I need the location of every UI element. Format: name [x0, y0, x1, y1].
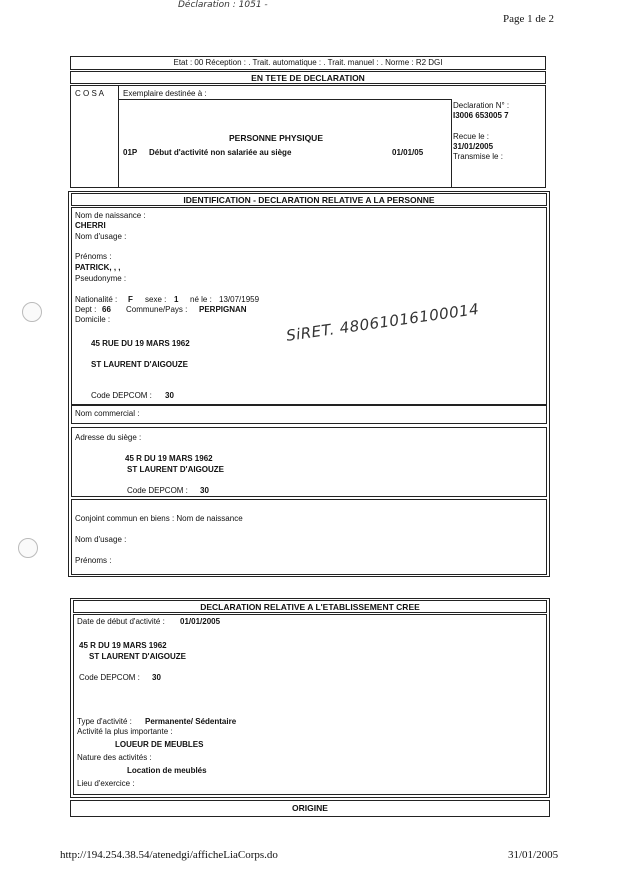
cosa-label: C O S A [75, 89, 104, 98]
entete-header [70, 71, 546, 84]
origine-title: ORIGINE [292, 803, 328, 813]
page-number: Page 1 de 2 [503, 13, 555, 25]
nationalite-label: Nationalité : [75, 295, 118, 304]
conjoint-label: Conjoint commun en biens : Nom de naissance [75, 514, 243, 523]
prenoms: PATRICK, , , [75, 263, 121, 272]
nom-commercial-row [71, 405, 547, 424]
declaration-type-cell [119, 99, 452, 187]
activite: LOUEUR DE MEUBLES [115, 740, 204, 749]
domicile-label: Domicile : [75, 315, 111, 324]
domicile-line1: 45 RUE DU 19 MARS 1962 [91, 339, 190, 348]
date-debut: 01/01/2005 [180, 617, 221, 626]
prenoms-label: Prénoms : [75, 252, 112, 261]
identification-section [71, 207, 547, 405]
etablissement-header [73, 600, 547, 613]
nom-commercial-label: Nom commercial : [75, 409, 140, 418]
siege-label: Adresse du siège : [75, 433, 142, 442]
etab-depcom: 30 [152, 673, 161, 682]
activite-label: Activité la plus importante : [77, 727, 173, 736]
conjoint-section [71, 499, 547, 575]
declaration-code: 01P [123, 148, 138, 157]
transmise-label: Transmise le : [453, 152, 503, 161]
etablissement-title: DECLARATION RELATIVE A L'ETABLISSEMENT CREE [200, 602, 420, 612]
date-debut-label: Date de début d'activité : [77, 617, 165, 626]
sexe: 1 [174, 295, 179, 304]
status-text: Etat : 00 Réception : . Trait. automatique : . Trait. manuel : . Norme : R2 DGI [173, 58, 443, 67]
exemplaire-label: Exemplaire destinée à : [123, 89, 207, 98]
footer-date: 31/01/2005 [508, 849, 559, 861]
siege-depcom: 30 [200, 486, 209, 495]
declaration-description: Début d'activité non salariée au siège [149, 148, 292, 157]
handwritten-note: Déclaration : 1051 - [178, 0, 268, 10]
pseudonyme-label: Pseudonyme : [75, 274, 127, 283]
entete-title: EN TETE DE DECLARATION [251, 73, 365, 83]
cosa-cell [71, 86, 119, 187]
nature: Location de meublés [127, 766, 207, 775]
nom-naissance-label: Nom de naissance : [75, 211, 146, 220]
status-line [70, 56, 546, 70]
depcom-label: Code DEPCOM : [91, 391, 152, 400]
entete-section [70, 85, 546, 188]
footer-url: http://194.254.38.54/atenedgi/afficheLiaCorps.do [60, 849, 278, 861]
lieu-exercice-label: Lieu d'exercice : [77, 779, 135, 788]
conjoint-prenoms-label: Prénoms : [75, 556, 112, 565]
punch-hole [18, 538, 38, 558]
nom-usage-label: Nom d'usage : [75, 232, 127, 241]
recue-label: Recue le : [453, 132, 490, 141]
punch-hole [22, 302, 42, 322]
declaration-no-label: Declaration N° : [453, 101, 510, 110]
siege-depcom-label: Code DEPCOM : [127, 486, 188, 495]
dept-label: Dept : [75, 305, 97, 314]
identification-title: IDENTIFICATION - DECLARATION RELATIVE A LA PERSONNE [183, 195, 435, 205]
declaration-no: I3006 653005 7 [453, 111, 509, 120]
etablissement-section [73, 614, 547, 795]
nom-naissance: CHERRI [75, 221, 106, 230]
siret-handwritten: SiRET. 48061016100014 [285, 299, 481, 345]
recue-date: 31/01/2005 [453, 142, 494, 151]
etab-line1: 45 R DU 19 MARS 1962 [79, 641, 167, 650]
sexe-label: sexe : [145, 295, 167, 304]
siege-section [71, 427, 547, 497]
depcom: 30 [165, 391, 174, 400]
commune: PERPIGNAN [199, 305, 247, 314]
siege-line1: 45 R DU 19 MARS 1962 [125, 454, 213, 463]
etab-line2: ST LAURENT D'AIGOUZE [89, 652, 187, 661]
personne-type: PERSONNE PHYSIQUE [229, 133, 323, 143]
identification-header [71, 193, 547, 206]
ne-le-label: né le : [190, 295, 212, 304]
ne-le: 13/07/1959 [219, 295, 260, 304]
type-activite: Permanente/ Sédentaire [145, 717, 237, 726]
siege-line2: ST LAURENT D'AIGOUZE [127, 465, 225, 474]
nationalite: F [128, 295, 133, 304]
dept: 66 [102, 305, 111, 314]
origine-frame [70, 800, 550, 817]
domicile-line2: ST LAURENT D'AIGOUZE [91, 360, 189, 369]
conjoint-nom-usage-label: Nom d'usage : [75, 535, 127, 544]
type-activite-label: Type d'activité : [77, 717, 132, 726]
nature-label: Nature des activités : [77, 753, 152, 762]
etab-depcom-label: Code DEPCOM : [79, 673, 140, 682]
declaration-date: 01/01/05 [392, 148, 424, 157]
commune-label: Commune/Pays : [126, 305, 188, 314]
